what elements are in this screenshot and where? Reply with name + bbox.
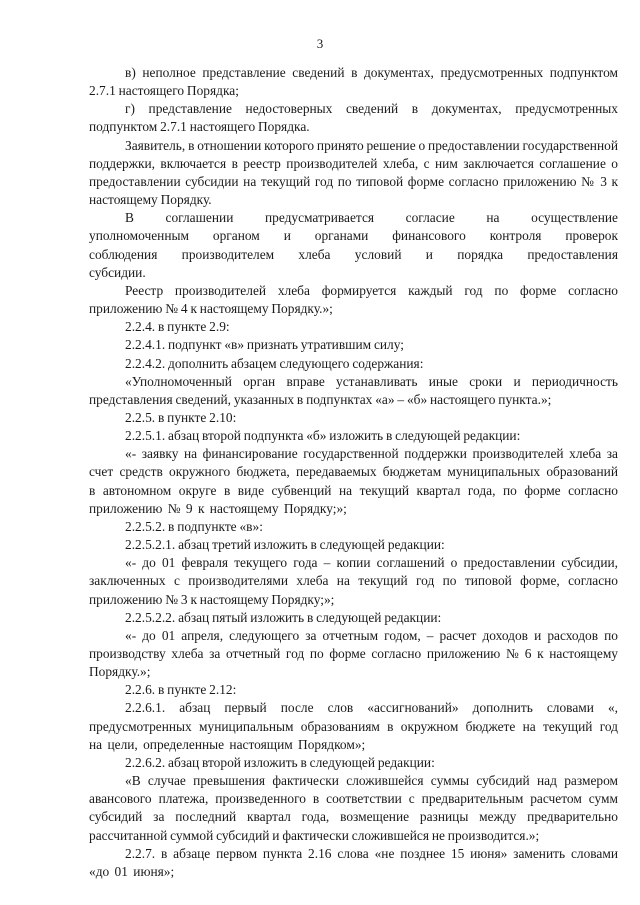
paragraph-agreement-consent: В соглашении предусматривается согласие на осуществление уполномоченным органом и органами финансового контроля проверок соблюдения производителем хлеба условий и порядка предоставления субсидии. [89, 210, 618, 280]
paragraph-item-v: в) неполное представление сведений в документах, предусмотренных подпунктом 2.7.1 настоящего Порядка; [89, 65, 618, 99]
paragraph-2-2-5-2-2: 2.2.5.2.2. абзац пятый изложить в следующей редакции: [125, 609, 442, 625]
paragraph-2-2-5-2-1: 2.2.5.2.1. абзац третий изложить в следующей редакции: [125, 537, 445, 553]
paragraph-2-2-6-1: 2.2.6.1. абзац первый после слов «ассигнований» дополнить словами «, предусмотренных муниципальным образованиям в окружном бюджете на текущий год на цели, определенные настоящим Порядком»; [89, 700, 618, 752]
paragraph-2-2-6: 2.2.6. в пункте 2.12: [125, 682, 237, 698]
paragraph-april-deadline: «- до 01 апреля, следующего за отчетным годом, – расчет доходов и расходов по производству хлеба за отчетный год по форме согласно приложению № 6 к настоящему Порядку.»; [89, 627, 618, 680]
paragraph-2-2-4-1: 2.2.4.1. подпункт «в» признать утратившим силу; [125, 337, 404, 353]
page-number: 3 [316, 36, 324, 51]
paragraph-2-2-7: 2.2.7. в абзаце первом пункта 2.16 слова «не позднее 15 июня» заменить словами «до 01 июня»; [89, 845, 618, 879]
paragraph-item-g: г) представление недостоверных сведений в документах, предусмотренных подпунктом 2.7.1 настоящего Порядка. [89, 101, 618, 135]
document-body [89, 64, 618, 881]
paragraph-registry-form: Реестр производителей хлеба формируется каждый год по форме согласно приложению № 4 к настоящему Порядку.»; [89, 282, 618, 317]
paragraph-2-2-6-2: 2.2.6.2. абзац второй изложить в следующей редакции: [125, 754, 435, 770]
paragraph-february-deadline: «- до 01 февраля текущего года – копии соглашений о предоставлении субсидии, заключенных с производителями хлеба на текущий год по типовой форме, согласно приложению № 3 к настоящему Порядку;»; [89, 555, 618, 607]
paragraph-financing-request: «- заявку на финансирование государственной поддержки производителей хлеба за счет средств окружного бюджета, передаваемых бюджетам муниципальных образований в автономном округе в виде субвенций на текущий квартал года, по форме согласно приложению № 9 к настоящему Порядку;»; [89, 446, 618, 516]
paragraph-2-2-5-1: 2.2.5.1. абзац второй подпункта «б» изложить в следующей редакции: [125, 428, 521, 444]
paragraph-subsidy-excess: «В случае превышения фактически сложившейся суммы субсидий над размером авансового платежа, произведенного в соответствии с предварительным расчетом сумм субсидий за последний квартал года, возмещение разницы между предварительно рассчитанной суммой субсидий и фактически сложившейся не производится.»; [89, 773, 618, 843]
paragraph-2-2-5-2: 2.2.5.2. в подпункте «в»: [125, 518, 263, 534]
paragraph-2-2-5: 2.2.5. в пункте 2.10: [125, 409, 237, 425]
paragraph-2-2-4-2: 2.2.4.2. дополнить абзацем следующего содержания: [125, 355, 424, 371]
paragraph-2-2-4: 2.2.4. в пункте 2.9: [125, 319, 230, 335]
paragraph-authorized-body-terms: «Уполномоченный орган вправе устанавливать иные сроки и периодичность представления сведений, указанных в подпунктах «а» – «б» настоящего пункта.»; [89, 373, 618, 407]
paragraph-applicant-registry: Заявитель, в отношении которого принято решение о предоставлении государственной поддержки, включается в реестр производителей хлеба, с ним заключается соглашение о предоставлении субсидии на текущий год по типовой форме согласно приложению № 3 к настоящему Порядку. [89, 137, 618, 208]
